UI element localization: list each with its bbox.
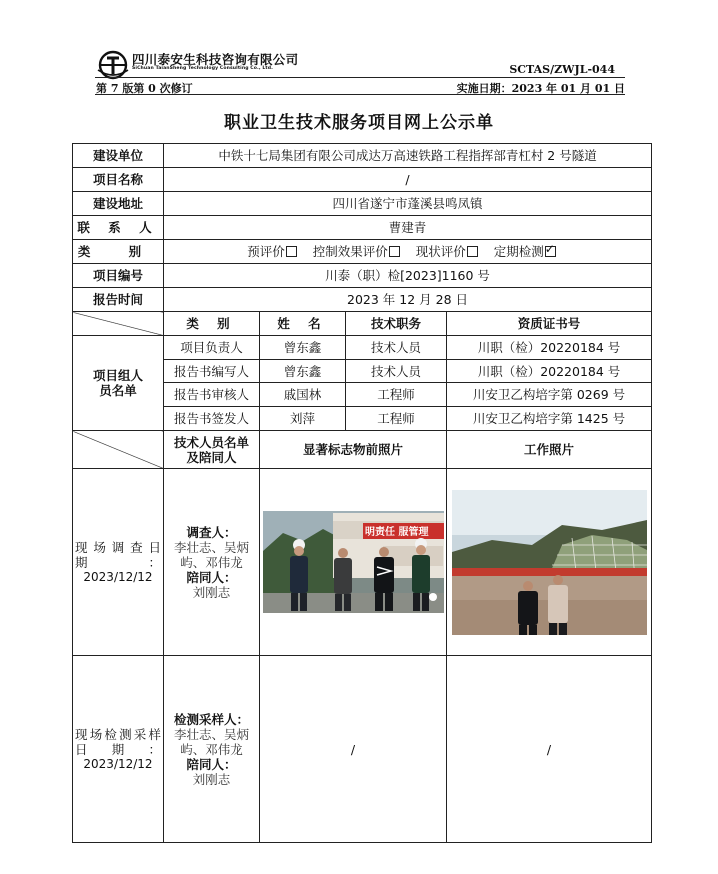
project-name-label: 项目名称 (73, 168, 164, 192)
contact-label: 联 系 人 (73, 216, 164, 240)
staff-col-name: 姓 名 (260, 312, 346, 336)
survey-companion-label: 陪同人： (186, 569, 237, 585)
staff-cert: 川职（检）20220184 号 (447, 336, 652, 360)
staff-name: 刘萍 (260, 407, 346, 431)
sampling-companion-name: 刘刚志 (192, 771, 231, 787)
report-time-value: 2023 年 12 月 28 日 (164, 288, 652, 312)
staff-title: 工程师 (346, 383, 447, 407)
samplers-label: 检测采样人： (173, 711, 249, 727)
surveyors-label: 调查人： (186, 524, 237, 540)
address-label: 建设地址 (73, 192, 164, 216)
sampling-work-photo-value: / (447, 656, 652, 843)
company-name-en: SiChuan TaianSheng Technology Consulting Co., Ltd. (132, 66, 273, 71)
surveyors-names: 李壮志、吴炳屿、邓伟龙 (173, 539, 249, 570)
site-survey-people (164, 469, 260, 656)
option-pre-evaluation-label: 预评价 (247, 244, 285, 259)
row-project-name (73, 168, 652, 192)
photo-header-row (73, 431, 652, 469)
staff-title: 技术人员 (346, 336, 447, 360)
staff-row (73, 336, 652, 360)
construction-unit-value: 中铁十七局集团有限公司成达万高速铁路工程指挥部青杠村 2 号隧道 (164, 144, 652, 168)
header-divider-bottom (95, 94, 625, 95)
periodic-detection-checkbox[interactable] (545, 246, 556, 257)
staff-cert: 川安卫乙构培字第 0269 号 (447, 383, 652, 407)
project-name-value: / (164, 168, 652, 192)
row-project-no (73, 264, 652, 288)
staff-role: 报告书审核人 (164, 383, 260, 407)
site-survey-date-cell (73, 469, 164, 656)
staff-cert: 川职（检）20220184 号 (447, 360, 652, 383)
site-sampling-date-label: 现场检测采样日期： (75, 726, 161, 757)
staff-name: 曾东鑫 (260, 360, 346, 383)
staff-col-cert: 资质证书号 (447, 312, 652, 336)
address-value: 四川省遂宁市蓬溪县鸣凤镇 (164, 192, 652, 216)
site-sampling-people (164, 656, 260, 843)
sign-photo-header: 显著标志物前照片 (260, 431, 447, 469)
staff-title: 工程师 (346, 407, 447, 431)
row-report-time (73, 288, 652, 312)
row-construction-unit (73, 144, 652, 168)
work-photo-cell (447, 469, 652, 656)
sign-photo-image (263, 511, 444, 613)
staff-header-row (73, 312, 652, 336)
site-sampling-date-cell (73, 656, 164, 843)
staff-group-label: 项目组人员名单 (73, 336, 164, 431)
header-divider (95, 77, 625, 78)
staff-role: 项目负责人 (164, 336, 260, 360)
control-evaluation-checkbox[interactable] (389, 246, 400, 257)
staff-role: 报告书签发人 (164, 407, 260, 431)
option-status-evaluation-label: 现状评价 (415, 244, 466, 259)
pre-evaluation-checkbox[interactable] (286, 246, 297, 257)
site-survey-row (73, 469, 652, 656)
site-sampling-row (73, 656, 652, 843)
option-control-evaluation-label: 控制效果评价 (312, 244, 388, 259)
row-contact (73, 216, 652, 240)
location-pin-icon (429, 593, 437, 601)
sign-banner-text: 明责任 服管理 (364, 527, 428, 538)
category-options (164, 240, 652, 264)
sampling-companion-label: 陪同人： (186, 756, 237, 772)
site-survey-date-label: 现场调查日期： (75, 539, 161, 570)
implement-date: 实施日期：2023 年 01 月 01 日 (456, 82, 625, 95)
staff-col-category: 类 别 (164, 312, 260, 336)
document-code: SCTAS/ZWJL-044 (509, 63, 615, 76)
work-photo-header: 工作照片 (447, 431, 652, 469)
sampling-sign-photo-value: / (260, 656, 447, 843)
staff-cert: 川安卫乙构培字第 1425 号 (447, 407, 652, 431)
revision-label: 第 7 版第 0 次修订 (96, 82, 193, 95)
status-evaluation-checkbox[interactable] (467, 246, 478, 257)
photo-diagonal-cell (73, 431, 164, 469)
staff-companion-header: 技术人员名单及陪同人 (164, 431, 260, 469)
notice-form-table (72, 143, 652, 843)
staff-diagonal-cell (73, 312, 164, 336)
contact-value: 曹建青 (164, 216, 652, 240)
site-survey-date: 2023/12/12 (83, 569, 153, 584)
staff-title: 技术人员 (346, 360, 447, 383)
site-sampling-date: 2023/12/12 (83, 756, 153, 771)
row-address (73, 192, 652, 216)
project-no-label: 项目编号 (73, 264, 164, 288)
staff-col-title: 技术职务 (346, 312, 447, 336)
staff-name: 曾东鑫 (260, 336, 346, 360)
report-time-label: 报告时间 (73, 288, 164, 312)
page-title: 职业卫生技术服务项目网上公示单 (224, 113, 494, 133)
project-no-value: 川泰（职）检[2023]1160 号 (164, 264, 652, 288)
construction-unit-label: 建设单位 (73, 144, 164, 168)
work-photo-image (452, 490, 647, 635)
staff-role: 报告书编写人 (164, 360, 260, 383)
company-logo-icon (96, 50, 130, 80)
company-name-cn: 四川泰安生科技咨询有限公司 (132, 52, 299, 67)
category-label: 类 别 (73, 240, 164, 264)
survey-companion-name: 刘刚志 (192, 584, 231, 600)
option-periodic-detection-label: 定期检测 (493, 244, 544, 259)
sign-photo-cell (260, 469, 447, 656)
row-category (73, 240, 652, 264)
staff-name: 戚国林 (260, 383, 346, 407)
samplers-names: 李壮志、吴炳屿、邓伟龙 (173, 726, 249, 757)
